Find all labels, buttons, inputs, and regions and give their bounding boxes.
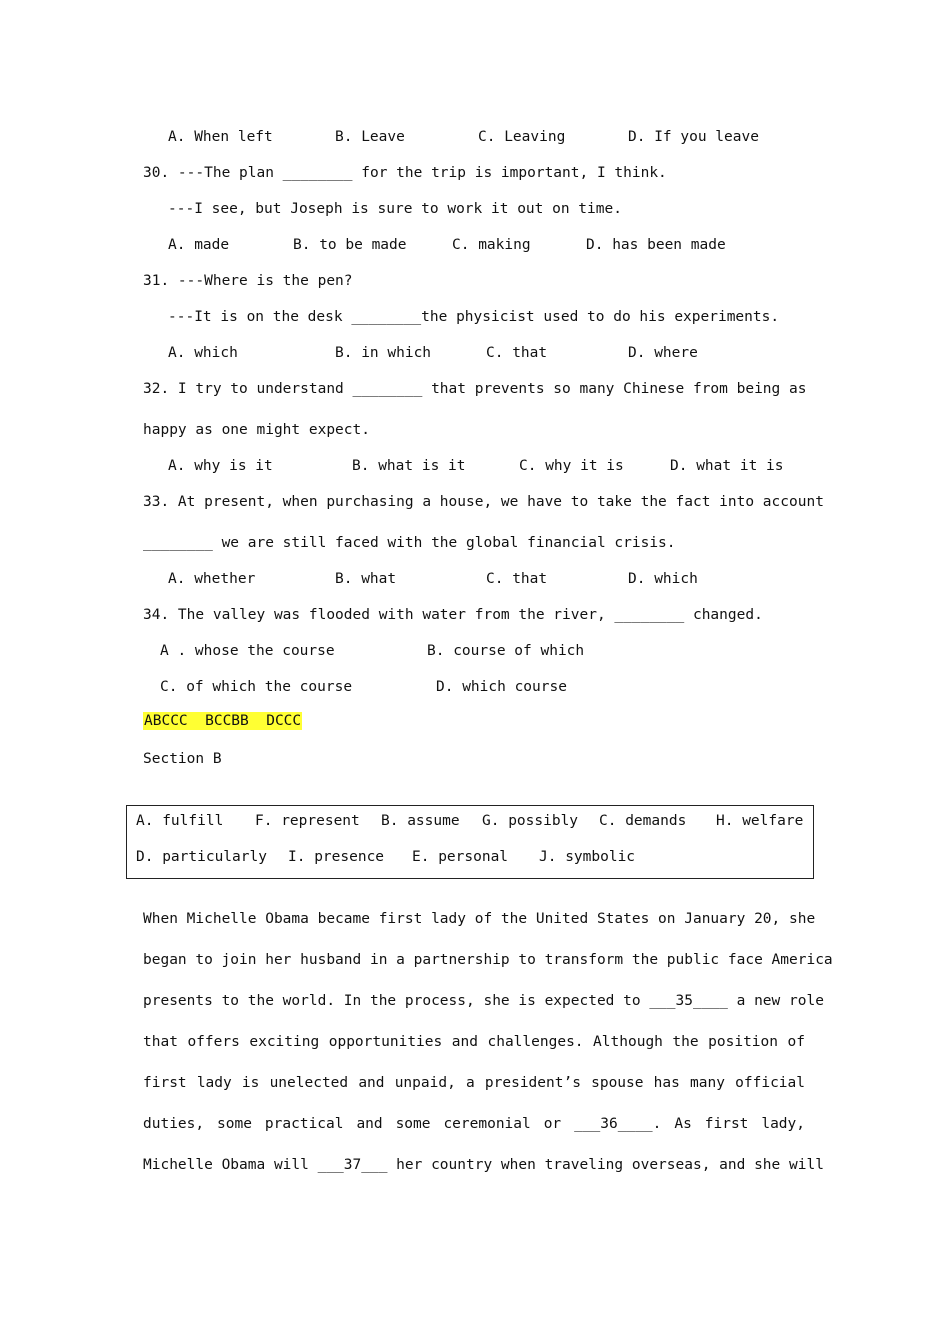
- word-bank-item: G. possibly: [482, 813, 579, 829]
- q29-option-c: C. Leaving: [478, 129, 566, 145]
- q33-option-d: D. which: [628, 571, 698, 587]
- q29-option-a: A. When left: [168, 129, 273, 145]
- passage-line: began to join her husband in a partnership to transform the public face America: [143, 952, 833, 968]
- q30-option-d: D. has been made: [586, 237, 726, 253]
- word-bank-item: F. represent: [255, 813, 360, 829]
- word-bank-item: D. particularly: [136, 849, 267, 865]
- q29-option-b: B. Leave: [335, 129, 405, 145]
- q33-option-a: A. whether: [168, 571, 256, 587]
- word-bank-item: H. welfare: [716, 813, 804, 829]
- passage-line: When Michelle Obama became first lady of the United States on January 20, she: [143, 911, 816, 927]
- q32-option-c: C. why it is: [519, 458, 624, 474]
- q31-option-b: B. in which: [335, 345, 432, 361]
- q30-stem: 30. ---The plan ________ for the trip is important, I think.: [143, 165, 667, 181]
- q34-stem: 34. The valley was flooded with water from the river, ________ changed.: [143, 607, 763, 623]
- q33-option-c: C. that: [486, 571, 548, 587]
- q33-option-b: B. what: [335, 571, 397, 587]
- word-bank-item: I. presence: [288, 849, 385, 865]
- section-title: Section B: [143, 751, 222, 767]
- q29-option-d: D. If you leave: [628, 129, 759, 145]
- q32-stem-line2: happy as one might expect.: [143, 422, 370, 438]
- word-bank-box: [126, 805, 814, 879]
- q34-option-c: C. of which the course: [160, 679, 353, 695]
- word-bank-item: C. demands: [599, 813, 687, 829]
- q30-option-c: C. making: [452, 237, 531, 253]
- q32-stem-line1: 32. I try to understand ________ that prevents so many Chinese from being as: [143, 381, 807, 397]
- q30-option-a: A. made: [168, 237, 230, 253]
- q34-option-a: A . whose the course: [160, 643, 335, 659]
- q33-stem-line2: ________ we are still faced with the global financial crisis.: [143, 535, 676, 551]
- passage-line: Michelle Obama will ___37___ her country when traveling overseas, and she will: [143, 1157, 824, 1173]
- q33-stem-line1: 33. At present, when purchasing a house, we have to take the fact into account: [143, 494, 824, 510]
- q30-reply: ---I see, but Joseph is sure to work it out on time.: [168, 201, 622, 217]
- word-bank-item: A. fulfill: [136, 813, 224, 829]
- q32-option-d: D. what it is: [670, 458, 784, 474]
- q31-stem: 31. ---Where is the pen?: [143, 273, 353, 289]
- q31-option-c: C. that: [486, 345, 548, 361]
- passage-line: duties, some practical and some ceremonial or ___36____. As first lady,: [143, 1116, 805, 1132]
- q32-option-b: B. what is it: [352, 458, 466, 474]
- answer-key-highlight: ABCCC BCCBB DCCC: [144, 713, 302, 729]
- word-bank-item: E. personal: [412, 849, 509, 865]
- passage-line: presents to the world. In the process, she is expected to ___35____ a new role: [143, 993, 824, 1009]
- q30-option-b: B. to be made: [293, 237, 407, 253]
- q34-option-d: D. which course: [436, 679, 567, 695]
- passage-line: that offers exciting opportunities and challenges. Although the position of: [143, 1034, 805, 1050]
- word-bank-item: J. symbolic: [539, 849, 636, 865]
- q32-option-a: A. why is it: [168, 458, 273, 474]
- passage-line: first lady is unelected and unpaid, a president’s spouse has many official: [143, 1075, 805, 1091]
- q31-option-d: D. where: [628, 345, 698, 361]
- word-bank-item: B. assume: [381, 813, 460, 829]
- q31-option-a: A. which: [168, 345, 238, 361]
- q34-option-b: B. course of which: [427, 643, 585, 659]
- q31-reply: ---It is on the desk ________the physicist used to do his experiments.: [168, 309, 780, 325]
